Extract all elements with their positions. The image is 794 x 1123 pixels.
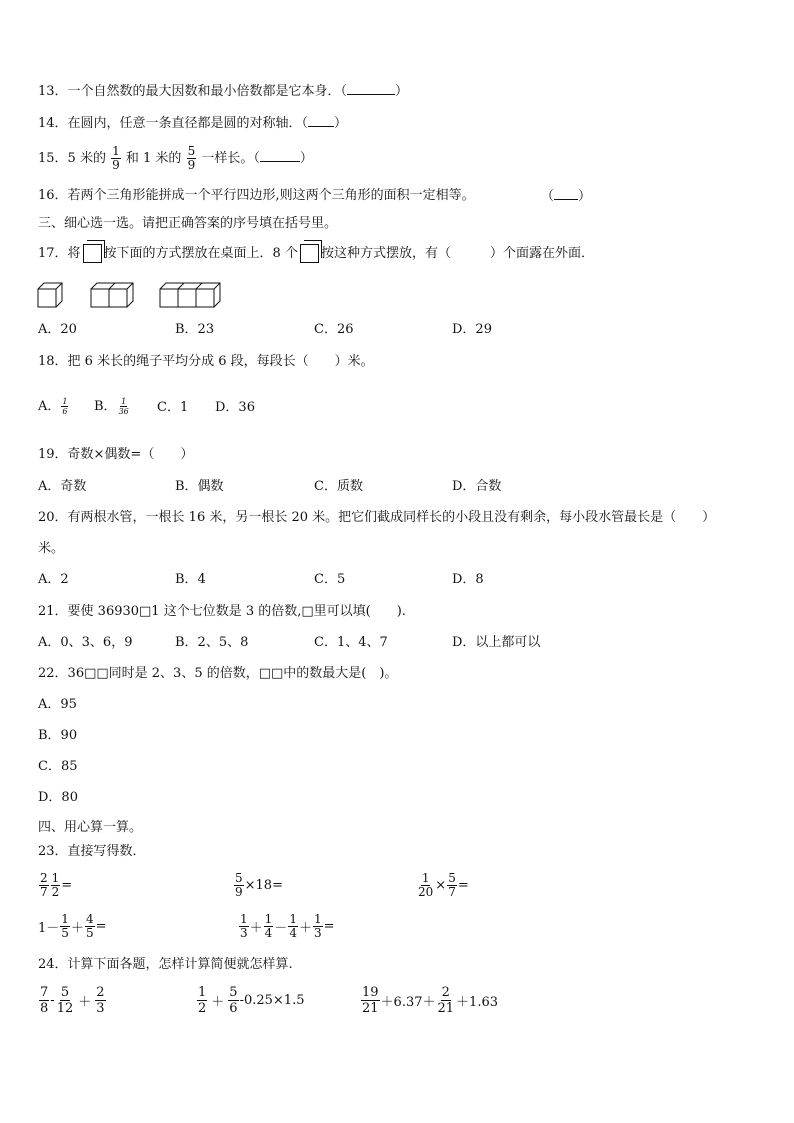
option-c[interactable]: C．质数 xyxy=(314,479,363,494)
option-d[interactable]: D．36 xyxy=(215,400,255,415)
option-d[interactable]: D．80 xyxy=(38,790,78,805)
answer-blank[interactable] xyxy=(347,82,395,95)
option-a[interactable]: A．0、3、6，9 xyxy=(38,635,133,650)
question-20-cont: 米。 xyxy=(38,541,65,556)
option-c[interactable]: C．5 xyxy=(314,572,346,587)
question-18: 18．把 6 米长的绳子平均分成 6 段，每段长（ ）米。 xyxy=(38,354,374,369)
cube-arrangement-figure xyxy=(36,280,236,310)
option-d[interactable]: D．以上都可以 xyxy=(452,635,541,650)
option-d[interactable]: D．29 xyxy=(452,322,492,337)
section-3-heading: 三、细心选一选。请把正确答案的序号填在括号里。 xyxy=(38,216,338,231)
option-a[interactable]: A．奇数 xyxy=(38,479,87,494)
option-b[interactable]: B．23 xyxy=(175,322,215,337)
question-21: 21．要使 36930□1 这个七位数是 3 的倍数,□里可以填( ). xyxy=(38,604,406,619)
fraction: $\frac{1}{36}$ xyxy=(118,397,129,416)
question-14: 14．在圆内，任意一条直径都是圆的对称轴．（ ） xyxy=(38,116,348,131)
expression: $\frac{5}{9}$ ×18 = xyxy=(235,871,283,899)
option-a[interactable]: A．95 xyxy=(38,697,77,712)
option-b[interactable]: B． $\frac{1}{36}$ xyxy=(94,397,129,416)
cube-icon xyxy=(300,244,319,263)
option-a[interactable]: A．2 xyxy=(38,572,69,587)
expression: $\frac{1}{20}$ × $\frac{5}{7}$ = xyxy=(418,871,469,899)
option-c[interactable]: C．85 xyxy=(38,759,78,774)
fraction: $\frac{5}{9}$ xyxy=(187,144,196,172)
question-13: 13．一个自然数的最大因数和最小倍数都是它本身．（ ） xyxy=(38,84,409,99)
question-16-answer: （ ） xyxy=(541,189,592,204)
question-23: 23．直接写得数． xyxy=(38,844,146,859)
cube-group-3 xyxy=(160,283,220,307)
cube-group-1 xyxy=(38,283,62,307)
option-b[interactable]: B．偶数 xyxy=(175,479,224,494)
option-d[interactable]: D．合数 xyxy=(452,479,502,494)
question-22: 22．36□□同时是 2、3、5 的倍数，□□中的数最大是( )。 xyxy=(38,666,398,681)
expression: $\frac{7}{8}$ - $\frac{5}{12}$ ＋ $\frac{2}{3}$ xyxy=(40,985,105,1016)
fraction: $\frac{1}{6}$ xyxy=(62,397,68,416)
expression: $\frac{2}{7}$ $\frac{1}{2}$ = xyxy=(40,871,73,899)
option-a[interactable]: A． $\frac{1}{6}$ xyxy=(38,397,68,416)
section-4-heading: 四、用心算一算。 xyxy=(38,820,143,835)
expression: $\frac{19}{21}$ ＋6.37＋ $\frac{2}{21}$ ＋1.63 xyxy=(362,985,498,1016)
cube-icon xyxy=(83,244,102,263)
fraction: $\frac{1}{9}$ xyxy=(112,144,120,172)
option-c[interactable]: C．1、4、7 xyxy=(314,635,388,650)
question-24: 24．计算下面各题，怎样计算简便就怎样算. xyxy=(38,957,293,972)
answer-blank[interactable] xyxy=(260,149,300,162)
answer-blank[interactable] xyxy=(308,114,334,127)
expression: $\frac{1}{3}$ ＋ $\frac{1}{4}$ － $\frac{1}{4}$ ＋ $\frac{1}{3}$ = xyxy=(240,912,335,940)
option-c[interactable]: C．26 xyxy=(314,322,354,337)
question-16: 16．若两个三角形能拼成一个平行四边形,则这两个三角形的面积一定相等。 xyxy=(38,188,475,203)
question-19: 19．奇数×偶数=（ ） xyxy=(38,447,194,462)
option-d[interactable]: D．8 xyxy=(452,572,484,587)
cube-group-2 xyxy=(91,283,133,307)
question-20: 20．有两根水管，一根长 16 米，另一根长 20 米。把它们截成同样长的小段且没有剩余，每小段水管最长是（ ） xyxy=(38,510,716,525)
option-b[interactable]: B．90 xyxy=(38,728,78,743)
option-c[interactable]: C．1 xyxy=(157,400,189,415)
question-17: 17．将 按下面的方式摆放在桌面上．8 个 按这种方式摆放，有（ ）个面露在外面． xyxy=(38,246,594,261)
expression: $\frac{1}{2}$ ＋ $\frac{5}{6}$ -0.25×1.5 xyxy=(198,985,305,1016)
option-b[interactable]: B．2、5、8 xyxy=(175,635,249,650)
answer-blank[interactable] xyxy=(554,187,578,200)
question-15: 15．5 米的 $\frac{1}{9}$ 和 1 米的 $\frac{5}{9}$ 一样长。（ ） xyxy=(38,144,313,172)
option-b[interactable]: B．4 xyxy=(175,572,206,587)
option-a[interactable]: A．20 xyxy=(38,322,77,337)
expression: 1－ $\frac{1}{5}$ ＋ $\frac{4}{5}$ = xyxy=(38,912,107,940)
